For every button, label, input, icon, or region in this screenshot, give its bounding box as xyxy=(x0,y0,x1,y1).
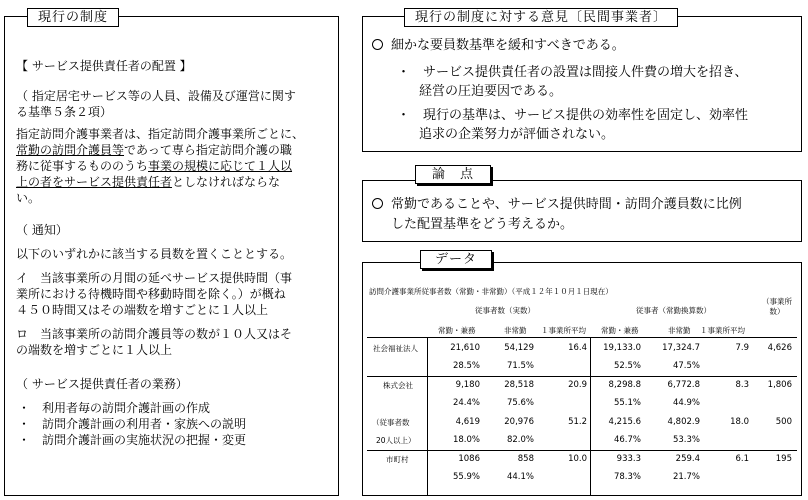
notice-i-line2: 業所における待機時間や移動時間を除く。）が概ね xyxy=(16,287,286,301)
cell-pct: 18.0% xyxy=(452,435,480,445)
cell: 195 xyxy=(775,454,792,464)
cell: 4,626 xyxy=(767,343,792,353)
cell: 10.0 xyxy=(568,454,587,464)
cell: 259.4 xyxy=(675,454,700,464)
cell-pct: 82.0% xyxy=(506,435,534,445)
opinion-main xyxy=(372,37,625,54)
para1-line2 xyxy=(16,142,292,158)
issue-line1 xyxy=(372,196,742,213)
cell-pct: 46.7% xyxy=(613,435,641,445)
cell: 8,298.8 xyxy=(608,380,641,390)
ref-line-1: （ 指定居宅サービス等の人員、設備及び運営に関す xyxy=(16,89,296,103)
sub-header: 常勤・兼務 xyxy=(438,326,476,335)
duty-item: ・ 訪問介護計画の利用者・家族への説明 xyxy=(18,417,247,431)
cell-pct: 71.5% xyxy=(506,361,534,371)
cell: 4,802.9 xyxy=(667,417,700,427)
issue-line1-text: 常勤であることや、サービス提供時間・訪問介護員数に比例 xyxy=(391,197,742,212)
cell-pct: 24.4% xyxy=(452,398,480,408)
para1-line2-rest: であって専ら指定訪問介護の職 xyxy=(124,143,292,157)
col-header-offices: （事業所数） xyxy=(762,297,792,316)
duty-item: ・ 訪問介護計画の実施状況の把握・変更 xyxy=(18,433,247,447)
para1-underline-a: 常勤の訪問介護員等 xyxy=(16,143,125,157)
row-label: （従事者数 xyxy=(372,418,410,427)
table-rule xyxy=(427,337,428,495)
notice-ro-line2: の端数を増すごとに１人以上 xyxy=(16,343,173,357)
cell: 16.4 xyxy=(568,343,587,353)
cell: 19,133.0 xyxy=(603,343,641,353)
opinion-main-text: 細かな要員数基準を緩和すべきである。 xyxy=(391,38,625,53)
row-label: 市町村 xyxy=(386,455,409,464)
circle-bullet-icon xyxy=(372,198,383,209)
table-rule xyxy=(367,450,797,451)
issue-line2: した配置基準をどう考えるか。 xyxy=(391,217,574,232)
row-label-2: 20人以上） xyxy=(376,436,416,445)
cell: 8.3 xyxy=(735,380,749,390)
notice-ro-line1: ロ 当該事業所の訪問介護員等の数が１０人又はそ xyxy=(16,327,293,341)
table-rule xyxy=(367,376,797,377)
cell-pct: 55.9% xyxy=(452,472,480,482)
sub-header: １事業所平均 xyxy=(541,326,586,335)
table-rule xyxy=(590,337,591,495)
cell: 1086 xyxy=(458,454,480,464)
notice-i-line1: イ 当該事業所の月間の延べサービス提供時間（事 xyxy=(16,271,293,285)
para1-underline-c: 上の者をサービス提供責任者 xyxy=(16,175,173,189)
opinion-b2-line2: 追求の企業努力が評価されない。 xyxy=(419,127,615,142)
cell-pct: 78.3% xyxy=(613,472,641,482)
sub-header: 非常勤 xyxy=(504,326,527,335)
cell: 20.9 xyxy=(568,380,587,390)
para1-line3-a: 務に従事するもののうち xyxy=(16,159,149,173)
circle-bullet-icon xyxy=(372,39,383,50)
cell-pct: 28.5% xyxy=(452,361,480,371)
cell: 20,976 xyxy=(504,417,534,427)
cell: 4,619 xyxy=(455,417,480,427)
opinion-title: 現行の制度に対する意見〔民間事業者〕 xyxy=(404,8,678,27)
notice-heading: （ 通知） xyxy=(16,223,68,237)
placement-heading: 【 サービス提供責任者の配置 】 xyxy=(16,59,192,73)
duties-heading: （ サービス提供責任者の業務） xyxy=(16,377,188,391)
para1-underline-b: 事業の規模に応じて１人以 xyxy=(148,159,293,173)
row-label: 社会福祉法人 xyxy=(373,344,418,353)
cell-pct: 44.1% xyxy=(506,472,534,482)
sub-header: 非常勤 xyxy=(668,326,691,335)
cell-pct: 53.3% xyxy=(672,435,700,445)
cell: 6.1 xyxy=(735,454,749,464)
duty-item: ・ 利用者毎の訪問介護計画の作成 xyxy=(18,401,211,415)
opinion-b2-line1: ・ 現行の基準は、サービス提供の効率性を固定し、効率性 xyxy=(397,108,749,123)
cell: 28,518 xyxy=(504,380,534,390)
cell: 1,806 xyxy=(767,380,792,390)
para1-line3 xyxy=(16,158,292,174)
notice-intro: 以下のいずれかに該当する員数を置くこととする。 xyxy=(16,247,293,261)
row-label: 株式会社 xyxy=(383,381,413,390)
cell: 500 xyxy=(775,417,792,427)
opinion-b1-line1: ・ サービス提供責任者の設置は間接人件費の増大を招き、 xyxy=(397,65,748,80)
group-header-fte: 従事者（常勤換算数） xyxy=(636,306,711,315)
data-title: データ xyxy=(420,250,492,269)
notice-i-line3: ４５０時間又はその端数を増すごとに１人以上 xyxy=(16,303,269,317)
cell-pct: 44.9% xyxy=(672,398,700,408)
para1-line5: い。 xyxy=(16,191,41,205)
para1-line1: 指定訪問介護事業者は、指定訪問介護事業所ごとに、 xyxy=(16,127,305,141)
table-rule xyxy=(367,337,797,338)
para1-line4-rest: としなければならな xyxy=(172,175,281,189)
cell-pct: 21.7% xyxy=(672,472,700,482)
cell: 21,610 xyxy=(450,343,480,353)
cell-pct: 55.1% xyxy=(613,398,641,408)
cell: 7.9 xyxy=(735,343,749,353)
para1-line4 xyxy=(16,174,280,190)
ref-line-2: る基準５条２項） xyxy=(16,105,113,119)
cell: 858 xyxy=(517,454,534,464)
cell: 51.2 xyxy=(568,417,587,427)
cell: 933.3 xyxy=(616,454,641,464)
table-title: 訪問介護事業所従事者数（常勤・非常勤）（平成１２年１０月１日現在） xyxy=(369,287,613,296)
cell-pct: 75.6% xyxy=(506,398,534,408)
current-system-title: 現行の制度 xyxy=(27,8,119,27)
issue-title: 論 点 xyxy=(415,165,491,184)
cell: 9,180 xyxy=(455,380,480,390)
sub-header: １事業所平均 xyxy=(700,326,745,335)
cell: 4,215.6 xyxy=(608,417,641,427)
cell-pct: 52.5% xyxy=(613,361,641,371)
cell: 17,324.7 xyxy=(662,343,700,353)
group-header-actual: 従事者数（実数） xyxy=(475,306,535,315)
opinion-b1-line2: 経営の圧迫要因である。 xyxy=(419,84,563,99)
cell: 6,772.8 xyxy=(667,380,700,390)
cell: 54,129 xyxy=(504,343,534,353)
cell-pct: 47.5% xyxy=(672,361,700,371)
cell: 18.0 xyxy=(730,417,749,427)
sub-header: 常勤・兼務 xyxy=(601,326,639,335)
